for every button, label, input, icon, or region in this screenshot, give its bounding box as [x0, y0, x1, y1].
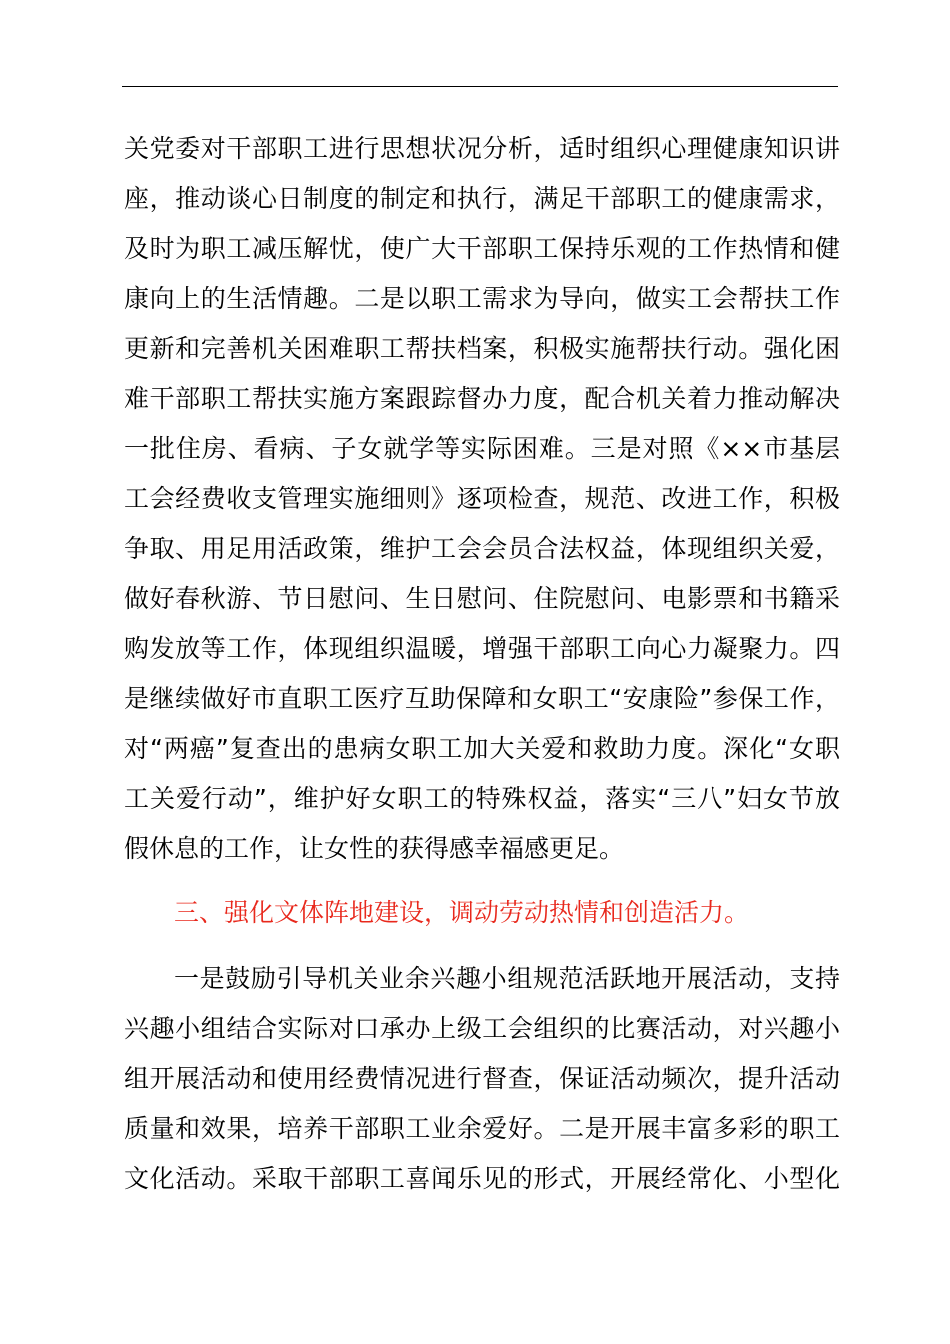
text-line: 组开展活动和使用经费情况进行督查，保证活动频次，提升活动: [124, 1064, 840, 1093]
text-line: 一是鼓励引导机关业余兴趣小组规范活跃地开展活动，支持: [174, 964, 840, 993]
text-line: 康向上的生活情趣。二是以职工需求为导向，做实工会帮扶工作: [124, 284, 840, 313]
header-rule: [122, 86, 838, 87]
text-line: 对“两癌”复查出的患病女职工加大关爱和救助力度。深化“女职: [124, 734, 840, 763]
body-paragraph-1: [124, 124, 840, 874]
text-line: 工会经费收支管理实施细则》逐项检查，规范、改进工作，积极: [124, 484, 840, 513]
text-line: 一批住房、看病、子女就学等实际困难。三是对照《××市基层: [124, 434, 840, 463]
text-line: 质量和效果，培养干部职工业余爱好。二是开展丰富多彩的职工: [124, 1114, 840, 1143]
text-line: 兴趣小组结合实际对口承办上级工会组织的比赛活动，对兴趣小: [124, 1014, 840, 1043]
text-line: 争取、用足用活政策，维护工会会员合法权益，体现组织关爱，: [124, 534, 840, 563]
text-line: 难干部职工帮扶实施方案跟踪督办力度，配合机关着力推动解决: [124, 384, 840, 413]
text-line: 是继续做好市直职工医疗互助保障和女职工“安康险”参保工作，: [124, 684, 840, 713]
text-line: 关党委对干部职工进行思想状况分析，适时组织心理健康知识讲: [124, 134, 840, 163]
text-line: 及时为职工减压解忧，使广大干部职工保持乐观的工作热情和健: [124, 234, 840, 263]
text-line: 假休息的工作，让女性的获得感幸福感更足。: [124, 834, 625, 863]
section-heading: 三、强化文体阵地建设，调动劳动热情和创造活力。: [174, 898, 750, 927]
text-line: 购发放等工作，体现组织温暖，增强干部职工向心力凝聚力。四: [124, 634, 840, 663]
text-line: 工关爱行动”，维护好女职工的特殊权益，落实“三八”妇女节放: [124, 784, 840, 813]
text-line: 做好春秋游、节日慰问、生日慰问、住院慰问、电影票和书籍采: [124, 584, 840, 613]
body-paragraph-2: [124, 954, 840, 1204]
text-line: 更新和完善机关困难职工帮扶档案，积极实施帮扶行动。强化困: [124, 334, 840, 363]
text-line: 文化活动。采取干部职工喜闻乐见的形式，开展经常化、小型化: [124, 1164, 840, 1193]
text-line: 座，推动谈心日制度的制定和执行，满足干部职工的健康需求，: [124, 184, 840, 213]
